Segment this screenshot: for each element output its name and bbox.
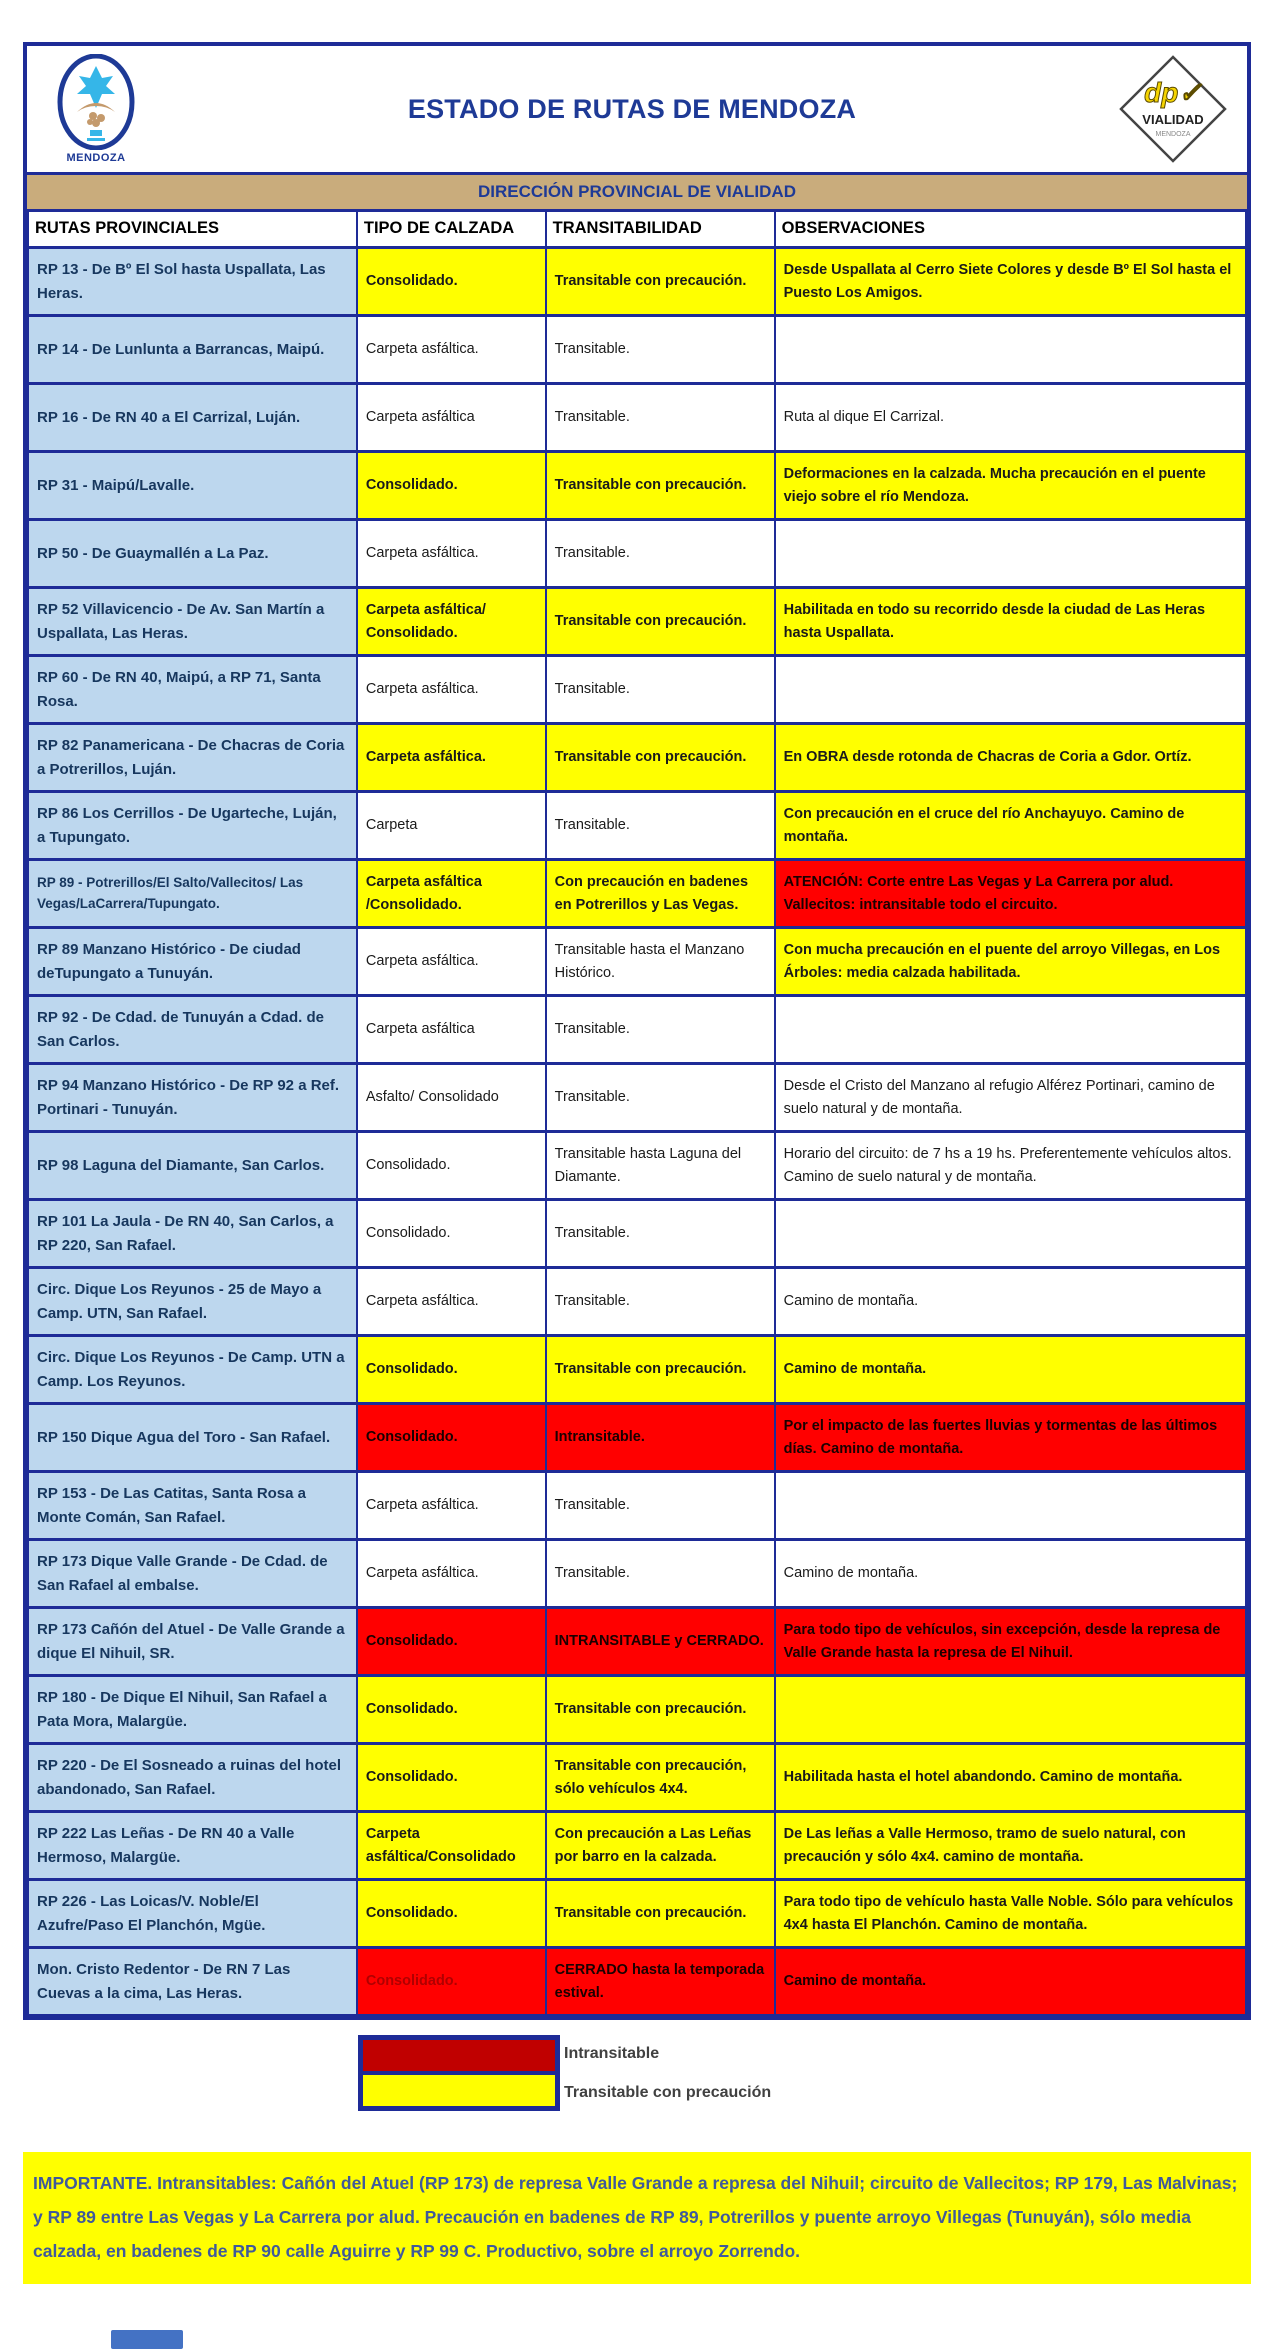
transit-cell: Transitable. bbox=[546, 1200, 775, 1268]
route-cell: RP 31 - Maipú/Lavalle. bbox=[28, 452, 357, 520]
mendoza-logo bbox=[41, 54, 151, 164]
obs-cell: En OBRA desde rotonda de Chacras de Coria a Gdor. Ortíz. bbox=[775, 724, 1246, 792]
obs-cell: Habilitada en todo su recorrido desde la ciudad de Las Heras hasta Uspallata. bbox=[775, 588, 1246, 656]
transit-cell: Transitable con precaución. bbox=[546, 588, 775, 656]
obs-cell: Camino de montaña. bbox=[775, 1336, 1246, 1404]
route-cell: RP 101 La Jaula - De RN 40, San Carlos, a RP 220, San Rafael. bbox=[28, 1200, 357, 1268]
obs-cell: Horario del circuito: de 7 hs a 19 hs. Preferentemente vehículos altos. Camino de suelo natural y de montaña. bbox=[775, 1132, 1246, 1200]
route-cell: RP 220 - De El Sosneado a ruinas del hotel abandonado, San Rafael. bbox=[28, 1744, 357, 1812]
obs-cell: Ruta al dique El Carrizal. bbox=[775, 384, 1246, 452]
table-row bbox=[28, 1064, 1246, 1132]
transit-cell: Transitable. bbox=[546, 996, 775, 1064]
table-row bbox=[28, 656, 1246, 724]
transit-cell: Intransitable. bbox=[546, 1404, 775, 1472]
bottom-blue-mark bbox=[111, 2330, 183, 2349]
obs-cell: Para todo tipo de vehículo hasta Valle Noble. Sólo para vehículos 4x4 hasta El Planchón. Camino de montaña. bbox=[775, 1880, 1246, 1948]
mendoza-logo-caption: MENDOZA bbox=[66, 152, 126, 164]
table-row bbox=[28, 1336, 1246, 1404]
calzada-cell: Carpeta asfáltica /Consolidado. bbox=[357, 860, 546, 928]
route-cell: RP 89 Manzano Histórico - De ciudad deTupungato a Tunuyán. bbox=[28, 928, 357, 996]
col-header-rutas: RUTAS PROVINCIALES bbox=[28, 211, 357, 248]
route-cell: Circ. Dique Los Reyunos - De Camp. UTN a Camp. Los Reyunos. bbox=[28, 1336, 357, 1404]
table-row bbox=[28, 1540, 1246, 1608]
legend-swatch-precaucion bbox=[361, 2073, 557, 2108]
transit-cell: Transitable con precaución. bbox=[546, 452, 775, 520]
route-cell: RP 180 - De Dique El Nihuil, San Rafael a Pata Mora, Malargüe. bbox=[28, 1676, 357, 1744]
calzada-cell: Carpeta asfáltica. bbox=[357, 316, 546, 384]
route-cell: RP 98 Laguna del Diamante, San Carlos. bbox=[28, 1132, 357, 1200]
table-row bbox=[28, 1608, 1246, 1676]
obs-cell: Con precaución en el cruce del río Anchayuyo. Camino de montaña. bbox=[775, 792, 1246, 860]
route-cell: RP 89 - Potrerillos/El Salto/Vallecitos/ Las Vegas/LaCarrera/Tupungato. bbox=[28, 860, 357, 928]
transit-cell: Transitable con precaución, sólo vehículos 4x4. bbox=[546, 1744, 775, 1812]
dpv-logo-icon bbox=[1118, 54, 1228, 164]
transit-cell: Transitable con precaución. bbox=[546, 248, 775, 316]
important-note: IMPORTANTE. Intransitables: Cañón del Atuel (RP 173) de represa Valle Grande a represa del Nihuil; circuito de Vallecitos; RP 179, Las Malvinas; y RP 89 entre Las Vegas y La Carrera por alud. Precaución en badenes de RP 89, Potrerillos y puente arroyo Villegas (Tunuyán), sólo media calzada, en badenes de RP 90 calle Aguirre y RP 99 C. Productivo, sobre el arroyo Zorrendo. bbox=[23, 2152, 1251, 2284]
obs-cell: Para todo tipo de vehículos, sin excepción, desde la represa de Valle Grande hasta la represa de El Nihuil. bbox=[775, 1608, 1246, 1676]
subheader-band bbox=[27, 172, 1247, 209]
calzada-cell: Carpeta asfáltica. bbox=[357, 1472, 546, 1540]
col-header-calzada: TIPO DE CALZADA bbox=[357, 211, 546, 248]
transit-cell: CERRADO hasta la temporada estival. bbox=[546, 1948, 775, 2016]
route-cell: RP 226 - Las Loicas/V. Noble/El Azufre/Paso El Planchón, Mgüe. bbox=[28, 1880, 357, 1948]
subheader-text: DIRECCIÓN PROVINCIAL DE VIALIDAD bbox=[478, 182, 796, 201]
calzada-cell: Consolidado. bbox=[357, 1132, 546, 1200]
transit-cell: Transitable. bbox=[546, 384, 775, 452]
transit-cell: Transitable hasta el Manzano Histórico. bbox=[546, 928, 775, 996]
legend-label-intransitable: Intransitable bbox=[564, 2044, 660, 2062]
table-row bbox=[28, 1744, 1246, 1812]
route-cell: RP 173 Dique Valle Grande - De Cdad. de San Rafael al embalse. bbox=[28, 1540, 357, 1608]
calzada-cell: Carpeta asfáltica. bbox=[357, 1268, 546, 1336]
calzada-cell: Consolidado. bbox=[357, 248, 546, 316]
route-cell: RP 60 - De RN 40, Maipú, a RP 71, Santa Rosa. bbox=[28, 656, 357, 724]
table-frame bbox=[23, 42, 1251, 2020]
transit-cell: Transitable con precaución. bbox=[546, 724, 775, 792]
obs-cell bbox=[775, 1472, 1246, 1540]
table-row bbox=[28, 248, 1246, 316]
transit-cell: Transitable. bbox=[546, 1268, 775, 1336]
obs-cell bbox=[775, 316, 1246, 384]
table-row bbox=[28, 724, 1246, 792]
table-row bbox=[28, 1132, 1246, 1200]
table-row bbox=[28, 860, 1246, 928]
route-cell: RP 94 Manzano Histórico - De RP 92 a Ref. Portinari - Tunuyán. bbox=[28, 1064, 357, 1132]
svg-text:dp✓: dp✓ bbox=[1144, 77, 1202, 108]
transit-cell: Transitable con precaución. bbox=[546, 1676, 775, 1744]
route-cell: RP 52 Villavicencio - De Av. San Martín a Uspallata, Las Heras. bbox=[28, 588, 357, 656]
calzada-cell: Consolidado. bbox=[357, 452, 546, 520]
table-row bbox=[28, 1404, 1246, 1472]
obs-cell: ATENCIÓN: Corte entre Las Vegas y La Carrera por alud. Vallecitos: intransitable todo el circuito. bbox=[775, 860, 1246, 928]
route-cell: Circ. Dique Los Reyunos - 25 de Mayo a Camp. UTN, San Rafael. bbox=[28, 1268, 357, 1336]
obs-cell: Habilitada hasta el hotel abandondo. Camino de montaña. bbox=[775, 1744, 1246, 1812]
calzada-cell: Carpeta asfáltica. bbox=[357, 928, 546, 996]
calzada-cell: Consolidado. bbox=[357, 1608, 546, 1676]
calzada-cell: Consolidado. bbox=[357, 1880, 546, 1948]
transit-cell: Transitable. bbox=[546, 520, 775, 588]
calzada-cell: Carpeta asfáltica. bbox=[357, 656, 546, 724]
route-cell: RP 92 - De Cdad. de Tunuyán a Cdad. de San Carlos. bbox=[28, 996, 357, 1064]
table-row bbox=[28, 1948, 1246, 2016]
route-cell: RP 14 - De Lunlunta a Barrancas, Maipú. bbox=[28, 316, 357, 384]
route-cell: RP 86 Los Cerrillos - De Ugarteche, Luján, a Tupungato. bbox=[28, 792, 357, 860]
legend bbox=[358, 2034, 1251, 2112]
transit-cell: Transitable. bbox=[546, 792, 775, 860]
calzada-cell: Carpeta asfáltica/Consolidado bbox=[357, 1812, 546, 1880]
table-row bbox=[28, 1472, 1246, 1540]
table-row bbox=[28, 520, 1246, 588]
calzada-cell: Consolidado. bbox=[357, 1744, 546, 1812]
calzada-cell: Carpeta asfáltica. bbox=[357, 724, 546, 792]
mendoza-logo-icon bbox=[57, 54, 135, 150]
transit-cell: Transitable. bbox=[546, 316, 775, 384]
obs-cell bbox=[775, 656, 1246, 724]
table-row bbox=[28, 588, 1246, 656]
transit-cell: Transitable hasta Laguna del Diamante. bbox=[546, 1132, 775, 1200]
calzada-cell: Carpeta asfáltica bbox=[357, 384, 546, 452]
transit-cell: Con precaución a Las Leñas por barro en la calzada. bbox=[546, 1812, 775, 1880]
calzada-cell: Consolidado. bbox=[357, 1200, 546, 1268]
calzada-cell: Consolidado. bbox=[357, 1948, 546, 2016]
routes-table bbox=[27, 209, 1247, 2016]
table-row bbox=[28, 384, 1246, 452]
table-row bbox=[28, 1812, 1246, 1880]
col-header-observaciones: OBSERVACIONES bbox=[775, 211, 1246, 248]
obs-cell: Camino de montaña. bbox=[775, 1268, 1246, 1336]
route-cell: RP 150 Dique Agua del Toro - San Rafael. bbox=[28, 1404, 357, 1472]
route-cell: RP 82 Panamericana - De Chacras de Coria a Potrerillos, Luján. bbox=[28, 724, 357, 792]
header bbox=[27, 46, 1247, 172]
svg-text:VIALIDAD: VIALIDAD bbox=[1142, 112, 1204, 127]
route-cell: RP 50 - De Guaymallén a La Paz. bbox=[28, 520, 357, 588]
obs-cell bbox=[775, 520, 1246, 588]
transit-cell: Transitable. bbox=[546, 656, 775, 724]
calzada-cell: Consolidado. bbox=[357, 1676, 546, 1744]
calzada-cell: Carpeta asfáltica. bbox=[357, 1540, 546, 1608]
transit-cell: Transitable con precaución. bbox=[546, 1336, 775, 1404]
svg-text:MENDOZA: MENDOZA bbox=[1155, 131, 1191, 138]
transit-cell: Transitable. bbox=[546, 1472, 775, 1540]
calzada-cell: Carpeta bbox=[357, 792, 546, 860]
col-header-transitabilidad: TRANSITABILIDAD bbox=[546, 211, 775, 248]
route-cell: RP 222 Las Leñas - De RN 40 a Valle Hermoso, Malargüe. bbox=[28, 1812, 357, 1880]
transit-cell: Transitable. bbox=[546, 1064, 775, 1132]
obs-cell: Por el impacto de las fuertes lluvias y tormentas de las últimos días. Camino de montaña. bbox=[775, 1404, 1246, 1472]
route-cell: Mon. Cristo Redentor - De RN 7 Las Cuevas a la cima, Las Heras. bbox=[28, 1948, 357, 2016]
obs-cell: Deformaciones en la calzada. Mucha precaución en el puente viejo sobre el río Mendoza. bbox=[775, 452, 1246, 520]
obs-cell: Camino de montaña. bbox=[775, 1948, 1246, 2016]
table-row bbox=[28, 928, 1246, 996]
table-row bbox=[28, 1880, 1246, 1948]
obs-cell: De Las leñas a Valle Hermoso, tramo de suelo natural, con precaución y sólo 4x4. camino de montaña. bbox=[775, 1812, 1246, 1880]
legend-swatch-intransitable bbox=[361, 2038, 557, 2073]
transit-cell: INTRANSITABLE y CERRADO. bbox=[546, 1608, 775, 1676]
calzada-cell: Carpeta asfáltica/ Consolidado. bbox=[357, 588, 546, 656]
page-title: ESTADO DE RUTAS DE MENDOZA bbox=[407, 93, 857, 124]
dpv-logo bbox=[1113, 54, 1233, 164]
table-row bbox=[28, 452, 1246, 520]
table-row bbox=[28, 1676, 1246, 1744]
obs-cell bbox=[775, 1200, 1246, 1268]
obs-cell bbox=[775, 1676, 1246, 1744]
obs-cell: Desde el Cristo del Manzano al refugio Alférez Portinari, camino de suelo natural y de montaña. bbox=[775, 1064, 1246, 1132]
calzada-cell: Consolidado. bbox=[357, 1404, 546, 1472]
table-header-row bbox=[28, 211, 1246, 248]
obs-cell: Desde Uspallata al Cerro Siete Colores y desde Bº El Sol hasta el Puesto Los Amigos. bbox=[775, 248, 1246, 316]
calzada-cell: Carpeta asfáltica bbox=[357, 996, 546, 1064]
transit-cell: Transitable con precaución. bbox=[546, 1880, 775, 1948]
calzada-cell: Asfalto/ Consolidado bbox=[357, 1064, 546, 1132]
obs-cell bbox=[775, 996, 1246, 1064]
transit-cell: Transitable. bbox=[546, 1540, 775, 1608]
route-status-sheet bbox=[23, 42, 1251, 2349]
legend-label-precaucion: Transitable con precaución bbox=[564, 2083, 772, 2101]
table-row bbox=[28, 316, 1246, 384]
calzada-cell: Carpeta asfáltica. bbox=[357, 520, 546, 588]
obs-cell: Con mucha precaución en el puente del arroyo Villegas, en Los Árboles: media calzada habilitada. bbox=[775, 928, 1246, 996]
obs-cell: Camino de montaña. bbox=[775, 1540, 1246, 1608]
table-row bbox=[28, 996, 1246, 1064]
transit-cell: Con precaución en badenes en Potrerillos y Las Vegas. bbox=[546, 860, 775, 928]
calzada-cell: Consolidado. bbox=[357, 1336, 546, 1404]
route-cell: RP 16 - De RN 40 a El Carrizal, Luján. bbox=[28, 384, 357, 452]
route-cell: RP 13 - De Bº El Sol hasta Uspallata, Las Heras. bbox=[28, 248, 357, 316]
table-row bbox=[28, 1268, 1246, 1336]
table-row bbox=[28, 792, 1246, 860]
route-cell: RP 153 - De Las Catitas, Santa Rosa a Monte Comán, San Rafael. bbox=[28, 1472, 357, 1540]
table-row bbox=[28, 1200, 1246, 1268]
route-cell: RP 173 Cañón del Atuel - De Valle Grande a dique El Nihuil, SR. bbox=[28, 1608, 357, 1676]
